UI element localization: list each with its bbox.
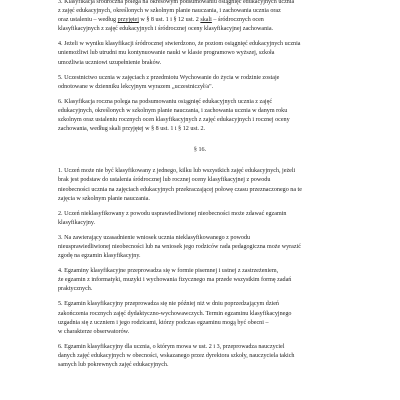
text-run: oraz ustaleniu – według [58, 17, 118, 24]
section-paragraph-3 [0, 234, 400, 261]
underlined-word: przyjętej [117, 17, 139, 24]
text-line: w charakterze obserwatorów. [58, 328, 130, 335]
text-line: 4. Jeżeli w wyniku klasyfikacji śródrocznej stwierdzono, że poziom osiągnięć edukacyjnych ucznia [58, 41, 301, 48]
text-line: zakończenia rocznych zajęć dydaktyczno-wychowawczych. Termin egzaminu klasyfikacyjnego [58, 310, 292, 317]
paragraph-5 [0, 74, 400, 92]
text-line: 3. Na zawierający uzasadnienie wniosek ucznia nieklasyfikowanego z powodu [58, 234, 251, 241]
section-paragraph-4 [0, 267, 400, 294]
paragraph-6 [0, 98, 400, 134]
text-line: 4. Egzaminy klasyfikacyjne przeprowadza się w formie pisemnej i ustnej z zastrzeżeniem, [58, 268, 279, 275]
text-line: klasyfikacyjnych z zajęć edukacyjnych i śródrocznej oceny klasyfikacyjnej zachowania. [58, 26, 274, 33]
text-line: 5. Egzamin klasyfikacyjny przeprowadza się nie później niż w dniu poprzedzającym dzień [58, 301, 279, 308]
text-line [58, 16, 354, 25]
text-line: 2. Uczeń nieklasyfikowany z powodu usprawiedliwionej nieobecności może zdawać egzamin [58, 210, 287, 217]
text-line: zajęcia w szkolnym planie nauczania. [58, 195, 150, 202]
text-line: 1. Uczeń może nie być klasyfikowany z jednego, kilku lub wszystkich zajęć edukacyjnych, jeżeli [58, 168, 296, 175]
text-line: klasyfikacyjny. [58, 219, 96, 226]
text-line: uzgadnia się z uczniem i jego rodzicami, którzy podczas egzaminu mogą być obecni – [58, 319, 269, 326]
text-line: odnotowane w dzienniku lekcyjnym wyrazem „uczestniczył/a". [58, 83, 214, 90]
section-paragraph-2 [0, 210, 400, 228]
text-line: że egzamin z informatyki, muzyki i wychowania fizycznego ma przede wszystkim formę zadań [58, 277, 292, 284]
text-run: w § 8 ust. 1 i § 12 ust. 2 [138, 17, 201, 24]
text-line: szkolnym oraz ustaleniu rocznych ocen klasyfikacyjnych z zajęć edukacyjnych i rocznej oceny [58, 117, 290, 124]
section-paragraph-1 [0, 167, 400, 203]
text-line: brak jest podstaw do ustalenia śródrocznej lub rocznej oceny klasyfikacyjnej z powodu [58, 177, 271, 184]
text-line: nieobecności ucznia na zajęciach edukacyjnych przekraczającej połowę czasu przeznaczonego na te [58, 186, 302, 193]
underlined-word: skali [200, 17, 212, 24]
text-line: 3. Klasyfikacja śródroczna polega na okresowym podsumowaniu osiągnięć edukacyjnych ucznia [58, 0, 295, 5]
section-heading: § 16. [193, 147, 207, 154]
section-paragraph-5 [0, 300, 400, 336]
text-line: samych lub pokrewnych zajęć edukacyjnych. [58, 362, 169, 368]
text-line: zgodę na egzamin klasyfikacyjny. [58, 253, 141, 260]
text-line: z zajęć edukacyjnych, określonych w szkolnym planie nauczania, i zachowania ucznia oraz [58, 8, 281, 15]
text-line: praktycznych. [58, 286, 93, 293]
text-line: 6. Egzamin klasyfikacyjny dla ucznia, o którym mowa w ust. 2 i 3, przeprowadza nauczyciel [58, 343, 285, 350]
text-line: 6. Klasyfikacja roczna polega na podsumowaniu osiągnięć edukacyjnych ucznia z zajęć [58, 98, 273, 105]
paragraph-3 [0, 0, 400, 34]
text-line: danych zajęć edukacyjnych w obecności, wskazanego przez dyrektora szkoły, nauczyciela takich [58, 352, 295, 359]
text-line: 5. Uczestnictwo ucznia w zajęciach z przedmiotu Wychowanie do życia w rodzinie zostaje [58, 74, 280, 81]
section-paragraph-6 [0, 343, 400, 370]
text-line: zachowania, według skali przyjętej w § 8 ust. 1 i § 12 ust. 2. [58, 126, 206, 133]
text-line: uniemożliwi lub utrudni mu kontynuowanie nauki w klasie programowo wyższej, szkoła [58, 50, 275, 57]
text-line: edukacyjnych, określonych w szkolnym planie nauczania, i zachowania ucznia w danym roku [58, 107, 288, 114]
text-line: umożliwia uczniowi uzupełnienie braków. [58, 59, 162, 66]
text-line: nieusprawiedliwionej nieobecności lub na wniosek jego rodziców rada pedagogiczna może wyrazić [58, 243, 301, 250]
text-run: – śródrocznych ocen [211, 17, 264, 24]
paragraph-4 [0, 40, 400, 67]
